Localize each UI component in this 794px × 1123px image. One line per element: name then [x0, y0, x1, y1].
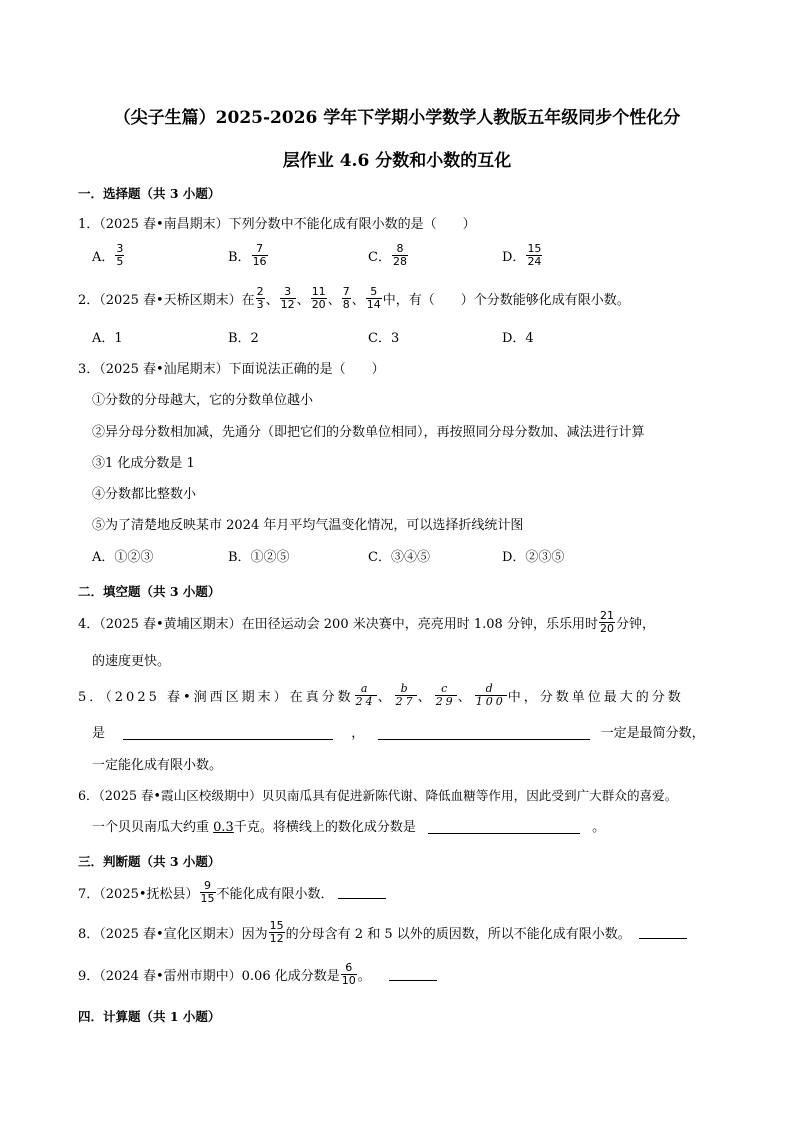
fraction: 7 16 — [252, 242, 267, 268]
fraction: 15 24 — [527, 242, 542, 268]
section-heading-judge: 三．判断题（共 3 小题） — [78, 854, 221, 869]
fraction: 11 20 — [311, 285, 326, 311]
question-5-stem: 5．（2025 春•涧西区期末）在真分数 a 24 、 b 27 、 c 29 、 d 100 中，分数单位最大的分数 — [78, 682, 684, 708]
fraction: 6 10 — [341, 961, 356, 987]
fraction: 15 12 — [269, 919, 284, 945]
answer-blank[interactable] — [639, 926, 687, 939]
q2-option-b[interactable]: B．2 — [228, 331, 259, 346]
q1-option-b[interactable] — [228, 243, 269, 267]
fraction: 3 5 — [116, 242, 124, 268]
answer-blank[interactable] — [123, 727, 333, 740]
fraction: 9 15 — [200, 879, 215, 905]
q2-option-a[interactable]: A．1 — [92, 331, 123, 346]
q3-option-c[interactable]: C．③④⑤ — [368, 550, 430, 565]
question-8: 8．（2025 春•宣化区期末）因为 15 12 的分母含有 2 和 5 以外的质因数，所以不能化成有限小数。 — [78, 920, 687, 944]
fraction: 7 8 — [342, 285, 350, 311]
question-4-stem: 4．（2025 春•黄埔区期末）在田径运动会 200 米决赛中，亮亮用时 1.08 分钟，乐乐用时 21 20 分钟， — [78, 609, 655, 635]
fraction: 2 3 — [256, 285, 264, 311]
q3-statement-1: ①分数的分母越大，它的分数单位越小 — [92, 393, 314, 408]
option-letter: B． — [228, 249, 251, 265]
fraction: b 27 — [395, 682, 416, 708]
q3-statement-2: ②异分母分数相加减，先通分（即把它们的分数单位相同），再按照同分母分数加、减法进行计算 — [92, 425, 645, 440]
q1-option-a[interactable] — [92, 243, 125, 267]
option-letter: C． — [368, 249, 391, 265]
page-title-line1: （尖子生篇）2025-2026 学年下学期小学数学人教版五年级同步个性化分 — [113, 108, 681, 128]
fraction: 8 28 — [392, 242, 407, 268]
page-title-line2: 层作业 4.6 分数和小数的互化 — [282, 151, 512, 171]
question-4-line2: 的速度更快。 — [92, 654, 171, 669]
option-letter: D． — [502, 249, 526, 265]
question-3-stem: 3．（2025 春•汕尾期末）下面说法正确的是（ ） — [78, 362, 385, 377]
question-2-stem: 2．（2025 春•天桥区期末）在 2 3 、 3 12 、 11 20 、 7 8 、 5 14 中，有（ ）个分数能够化成有限小数。 — [78, 285, 630, 311]
q3-statement-5: ⑤为了清楚地反映某市 2024 年月平均气温变化情况，可以选择折线统计图 — [92, 518, 524, 533]
fraction: 3 12 — [280, 285, 295, 311]
fraction: d 100 — [475, 682, 506, 708]
q3-option-d[interactable]: D．②③⑤ — [502, 550, 565, 565]
q3-option-a[interactable]: A．①②③ — [92, 550, 154, 565]
underlined-number: 0.3 — [213, 820, 234, 835]
q1-option-c[interactable] — [368, 243, 409, 267]
fraction: 5 14 — [366, 285, 381, 311]
q3-statement-4: ④分数都比整数小 — [92, 487, 197, 502]
question-1-stem: 1．（2025 春•南昌期末）下列分数中不能化成有限小数的是（ ） — [78, 217, 476, 232]
q3-statement-3: ③1 化成分数是 1 — [92, 456, 195, 471]
q2-option-d[interactable]: D．4 — [502, 331, 534, 346]
question-6-line2: 一个贝贝南瓜大约重 0.3千克。将横线上的数化成分数是 。 — [92, 820, 606, 835]
section-heading-choice: 一．选择题（共 3 小题） — [78, 186, 221, 201]
question-5-line2: 是 ， 一定是最简分数， — [92, 726, 705, 741]
section-heading-fill: 二．填空题（共 3 小题） — [78, 584, 221, 599]
section-heading-calc: 四．计算题（共 1 小题） — [78, 1009, 221, 1024]
question-6-stem: 6．（2025 春•霞山区校级期中）贝贝南瓜具有促进新陈代谢、降低血糖等作用，因此受到广大群众的喜爱。 — [78, 788, 678, 803]
answer-blank[interactable] — [378, 727, 590, 740]
question-5-line3: 一定能化成有限小数。 — [92, 758, 223, 773]
fraction: a 24 — [355, 682, 376, 708]
answer-blank[interactable] — [428, 821, 580, 834]
q1-option-d[interactable] — [502, 243, 543, 267]
question-7: 7．（2025•抚松县） 9 15 不能化成有限小数． — [78, 880, 386, 904]
question-9: 9．（2024 春•雷州市期中）0.06 化成分数是 6 10 。 — [78, 962, 437, 986]
q2-option-c[interactable]: C．3 — [368, 331, 400, 346]
q3-option-b[interactable]: B．①②⑤ — [228, 550, 290, 565]
fraction: 21 20 — [599, 609, 614, 635]
fraction: c 29 — [435, 682, 456, 708]
option-letter: A． — [92, 249, 115, 265]
answer-blank[interactable] — [389, 968, 437, 981]
answer-blank[interactable] — [338, 886, 386, 899]
